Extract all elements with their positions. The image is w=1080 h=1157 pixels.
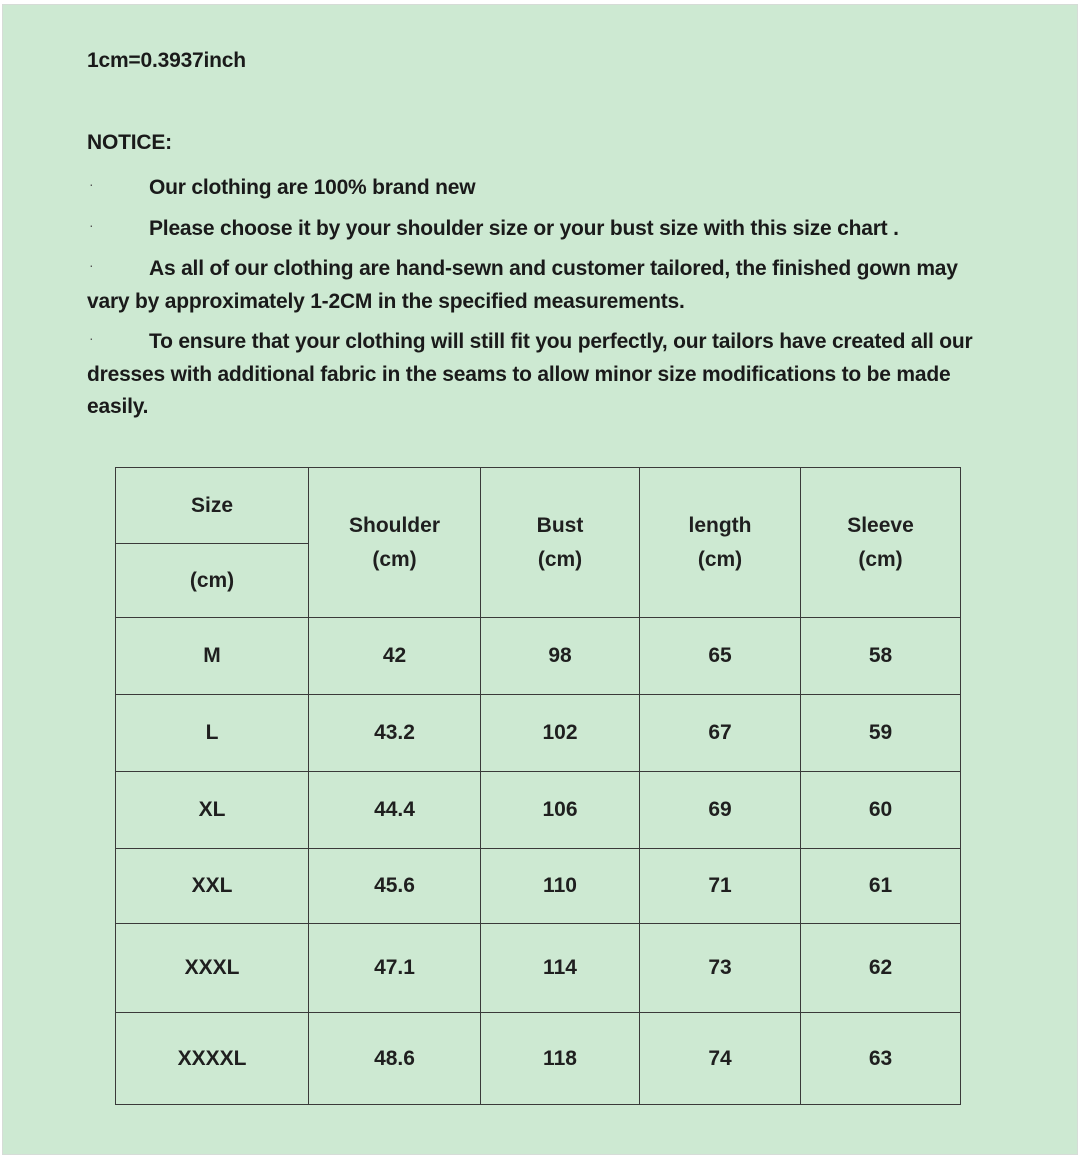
length-cell: 67 <box>640 695 801 772</box>
table-row <box>116 1013 961 1105</box>
size-cell: XL <box>116 772 309 849</box>
length-cell: 69 <box>640 772 801 849</box>
bust-cell: 114 <box>481 924 640 1013</box>
shoulder-cell: 45.6 <box>309 849 481 924</box>
column-header-unit: (cm) <box>537 547 583 571</box>
table-row <box>116 772 961 849</box>
notice-list <box>87 172 987 432</box>
bust-cell: 110 <box>481 849 640 924</box>
column-header-label: Sleeve <box>847 513 914 537</box>
bust-cell: 102 <box>481 695 640 772</box>
size-cell: M <box>116 618 309 695</box>
bust-cell: 118 <box>481 1013 640 1105</box>
column-header-label: Shoulder <box>348 513 440 537</box>
size-cell: XXXL <box>116 924 309 1013</box>
table-row <box>116 849 961 924</box>
bust-cell: 98 <box>481 618 640 695</box>
notice-item-text: As all of our clothing are hand-sewn and customer tailored, the finished gown may vary by approximately 1-2CM in the specified measurements. <box>87 257 958 313</box>
notice-item-text: To ensure that your clothing will still fit you perfectly, our tailors have created all our dresses with additional fabric in the seams to allow minor size modifications to be made easily. <box>87 330 973 418</box>
sleeve-cell: 63 <box>801 1013 961 1105</box>
bust-cell: 106 <box>481 772 640 849</box>
unit-conversion: 1cm=0.3937inch <box>87 49 246 72</box>
size-header-cell: Size <box>116 468 309 544</box>
length-cell: 74 <box>640 1013 801 1105</box>
column-header-sleeve <box>801 468 961 618</box>
notice-title: NOTICE: <box>87 131 172 154</box>
sleeve-cell: 60 <box>801 772 961 849</box>
sleeve-cell: 61 <box>801 849 961 924</box>
shoulder-cell: 48.6 <box>309 1013 481 1105</box>
notice-item-text: Our clothing are 100% brand new <box>149 176 476 199</box>
size-cell: XXL <box>116 849 309 924</box>
column-header-bust <box>481 468 640 618</box>
bullet-dot: · <box>89 330 94 346</box>
table-row <box>116 618 961 695</box>
column-header-unit: (cm) <box>697 547 743 571</box>
notice-item <box>87 253 987 318</box>
table-row <box>116 695 961 772</box>
shoulder-cell: 43.2 <box>309 695 481 772</box>
bullet-dot: · <box>89 176 94 192</box>
shoulder-cell: 42 <box>309 618 481 695</box>
notice-item <box>87 213 987 246</box>
size-unit-cell: (cm) <box>116 544 309 618</box>
sleeve-cell: 62 <box>801 924 961 1013</box>
shoulder-cell: 47.1 <box>309 924 481 1013</box>
size-chart-page <box>2 4 1078 1155</box>
size-cell: L <box>116 695 309 772</box>
column-header-label: length <box>688 513 752 537</box>
column-header-length <box>640 468 801 618</box>
size-table <box>115 467 961 1105</box>
notice-item-text: Please choose it by your shoulder size or your bust size with this size chart . <box>149 216 899 240</box>
length-cell: 73 <box>640 924 801 1013</box>
column-header-unit: (cm) <box>858 547 903 571</box>
sleeve-cell: 59 <box>801 695 961 772</box>
length-cell: 71 <box>640 849 801 924</box>
bullet-dot: · <box>89 257 94 273</box>
notice-item <box>87 326 987 424</box>
length-cell: 65 <box>640 618 801 695</box>
notice-item <box>87 172 987 205</box>
column-header-unit: (cm) <box>372 547 417 571</box>
column-header-shoulder <box>309 468 481 618</box>
table-row <box>116 924 961 1013</box>
sleeve-cell: 58 <box>801 618 961 695</box>
bullet-dot: · <box>89 216 94 233</box>
shoulder-cell: 44.4 <box>309 772 481 849</box>
size-cell: XXXXL <box>116 1013 309 1105</box>
column-header-label: Bust <box>536 513 584 537</box>
